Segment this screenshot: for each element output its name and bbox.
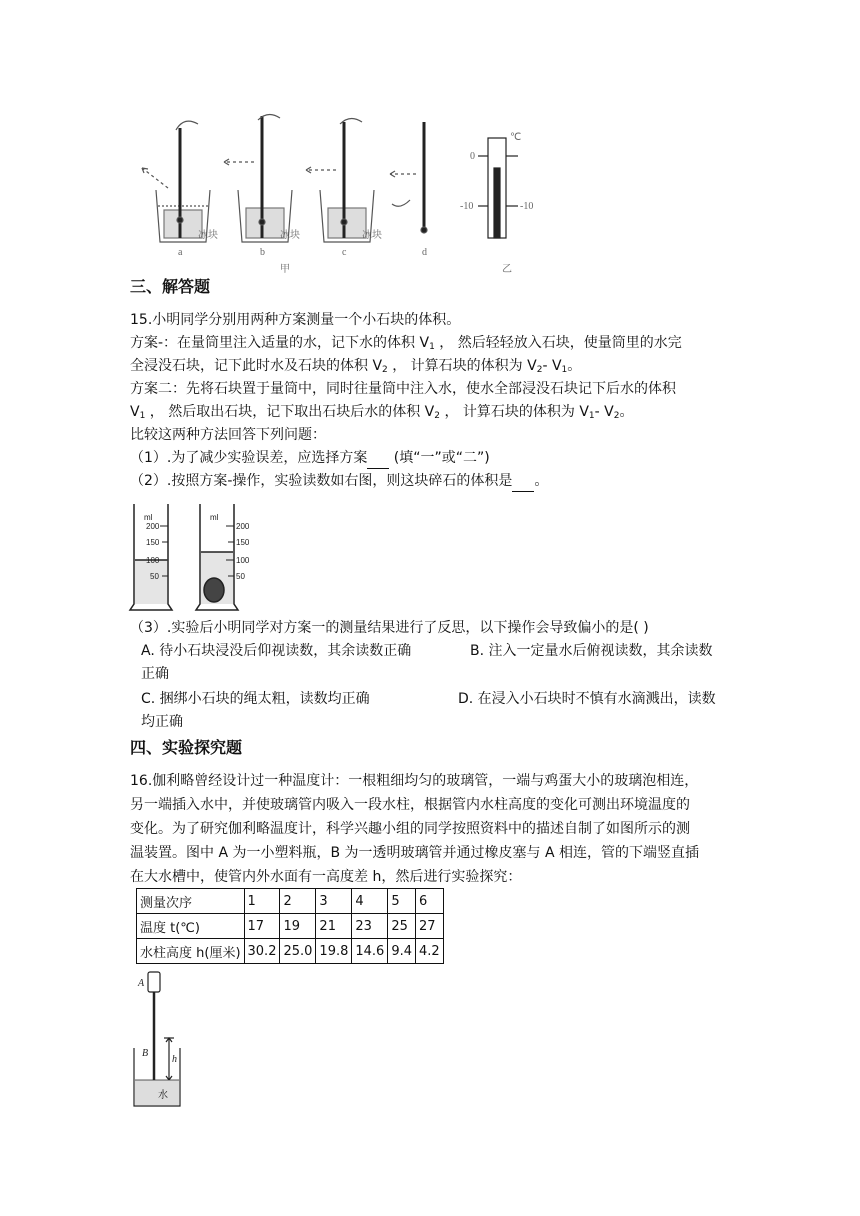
table-cell: 19.8 — [316, 939, 352, 964]
fig-label-a: A — [138, 978, 145, 989]
q15-compare: 比较这两种方法回答下列问题： — [130, 427, 326, 443]
q15-stem: 15.小明同学分别用两种方案测量一个小石块的体积。 — [130, 312, 461, 328]
table-cell: 25 — [388, 914, 416, 939]
table-cell: 23 — [352, 914, 388, 939]
table-cell: 4 — [352, 889, 388, 914]
table-cell: 温度 t(℃) — [137, 914, 245, 939]
table-cell: 5 — [388, 889, 416, 914]
fig-label-water: 水 — [158, 1090, 168, 1101]
caption-right: 乙 — [502, 264, 512, 275]
fig-label-h: h — [172, 1054, 177, 1065]
cyl-tick-200-r: 200 — [236, 522, 250, 531]
table-cell: 14.6 — [352, 939, 388, 964]
thermo-tick-left: -10 — [460, 201, 474, 212]
table-cell: 3 — [316, 889, 352, 914]
q15-part1: （1）.为了减少实验误差，应选择方案 (填“一”或“二”) — [130, 447, 490, 469]
answer-blank-2[interactable] — [512, 477, 534, 492]
cyl-tick-100: 100 — [146, 556, 160, 565]
table-cell: 6 — [416, 889, 444, 914]
option-a[interactable]: A. 待小石块浸没后仰视读数，其余读数正确 — [141, 643, 412, 659]
sub-label-b: b — [260, 247, 265, 258]
thermometer-apparatus-figure — [128, 968, 188, 1110]
table-row — [137, 939, 444, 964]
table-cell: 2 — [280, 889, 316, 914]
q16-line-1: 16.伽利略曾经设计过一种温度计：一根粗细均匀的玻璃管，一端与鸡蛋大小的玻璃泡相连， — [130, 773, 699, 789]
thermo-tick-0: 0 — [470, 151, 475, 162]
q16-line-5: 在大水槽中，使管内外水面有一高度差 h，然后进行实验探究： — [130, 869, 522, 885]
q15-plan1-line1: 方案-：在量筒里注入适量的水，记下水的体积 $V_1$ ， 然后轻轻放入石块，使量筒里的水完 — [130, 335, 682, 352]
q15-plan2-line1: 方案二：先将石块置于量筒中，同时往量筒中注入水，使水全部浸没石块记下后水的体积 — [130, 381, 676, 397]
table-cell: 27 — [416, 914, 444, 939]
thermometer-d — [390, 122, 427, 233]
table-cell: 9.4 — [388, 939, 416, 964]
beaker-c — [306, 118, 374, 242]
table-cell: 水柱高度 h(厘米) — [137, 939, 245, 964]
label-ice-b: 冰块 — [280, 230, 300, 241]
cyl-tick-50-r: 50 — [236, 572, 245, 581]
label-ice-c: 冰块 — [362, 230, 382, 241]
beaker-b — [224, 114, 292, 242]
thermo-unit: ℃ — [510, 132, 522, 143]
table-cell: 30.2 — [244, 939, 280, 964]
cyl-tick-150-r: 150 — [236, 538, 250, 547]
thermometer-scale — [478, 138, 518, 238]
option-c[interactable]: C. 捆绑小石块的绳太粗，读数均正确 — [141, 691, 370, 707]
table-cell: 19 — [280, 914, 316, 939]
table-cell: 1 — [244, 889, 280, 914]
beaker-a — [142, 121, 210, 242]
sub-label-d: d — [422, 247, 427, 258]
option-b-line2: 正确 — [141, 666, 169, 682]
cyl-tick-200: 200 — [146, 522, 160, 531]
option-d-line1[interactable]: D. 在浸入小石块时不慎有水滴溅出，读数 — [458, 691, 716, 707]
option-b-line1[interactable]: B. 注入一定量水后俯视读数，其余读数 — [470, 643, 713, 659]
table-cell: 17 — [244, 914, 280, 939]
table-cell: 25.0 — [280, 939, 316, 964]
ice-experiment-figure — [128, 110, 558, 280]
table-cell: 21 — [316, 914, 352, 939]
sub-label-a: a — [178, 247, 183, 258]
q16-line-4: 温装置。图中 A 为一小塑料瓶，B 为一透明玻璃管并通过橡皮塞与 A 相连，管的下端竖直插 — [130, 845, 700, 861]
q16-line-2: 另一端插入水中，并使玻璃管内吸入一段水柱，根据管内水柱高度的变化可测出环境温度的 — [130, 797, 690, 813]
table-row — [137, 914, 444, 939]
answer-blank-1[interactable] — [367, 454, 389, 469]
sub-label-c: c — [342, 247, 347, 258]
thermo-tick-right: -10 — [520, 201, 534, 212]
table-cell: 测量次序 — [137, 889, 245, 914]
section4-heading: 四、实验探究题 — [130, 738, 243, 757]
cyl-unit-right: ml — [210, 513, 219, 522]
measurement-table — [136, 888, 444, 964]
table-cell: 4.2 — [416, 939, 444, 964]
section3-heading: 三、解答题 — [130, 277, 211, 296]
fig-label-b: B — [142, 1048, 149, 1059]
q16-line-3: 变化。为了研究伽利略温度计，科学兴趣小组的同学按照资料中的描述自制了如图所示的测 — [130, 821, 690, 837]
q15-part3: （3）.实验后小明同学对方案一的测量结果进行了反思，以下操作会导致偏小的是( ) — [130, 620, 649, 636]
cylinder-figure — [128, 500, 258, 615]
caption-left: 甲 — [280, 264, 290, 275]
cyl-tick-150: 150 — [146, 538, 160, 547]
q15-part2: （2）.按照方案-操作，实验读数如右图，则这块碎石的体积是 。 — [130, 470, 548, 492]
option-d-line2: 均正确 — [141, 714, 183, 730]
table-row — [137, 889, 444, 914]
cyl-unit-left: ml — [144, 513, 153, 522]
q15-plan1-line2: 全浸没石块，记下此时水及石块的体积 $V_2$ ， 计算石块的体积为 $V_2-$ $V_1$。 — [130, 358, 582, 375]
q15-plan2-line2: $V_1$ ， 然后取出石块，记下取出石块后水的体积 $V_2$ ， 计算石块的体积为 $V_1-$ $V_2$。 — [130, 404, 634, 421]
cyl-tick-50: 50 — [150, 572, 159, 581]
label-ice-a: 冰块 — [198, 230, 218, 241]
cyl-tick-100-r: 100 — [236, 556, 250, 565]
